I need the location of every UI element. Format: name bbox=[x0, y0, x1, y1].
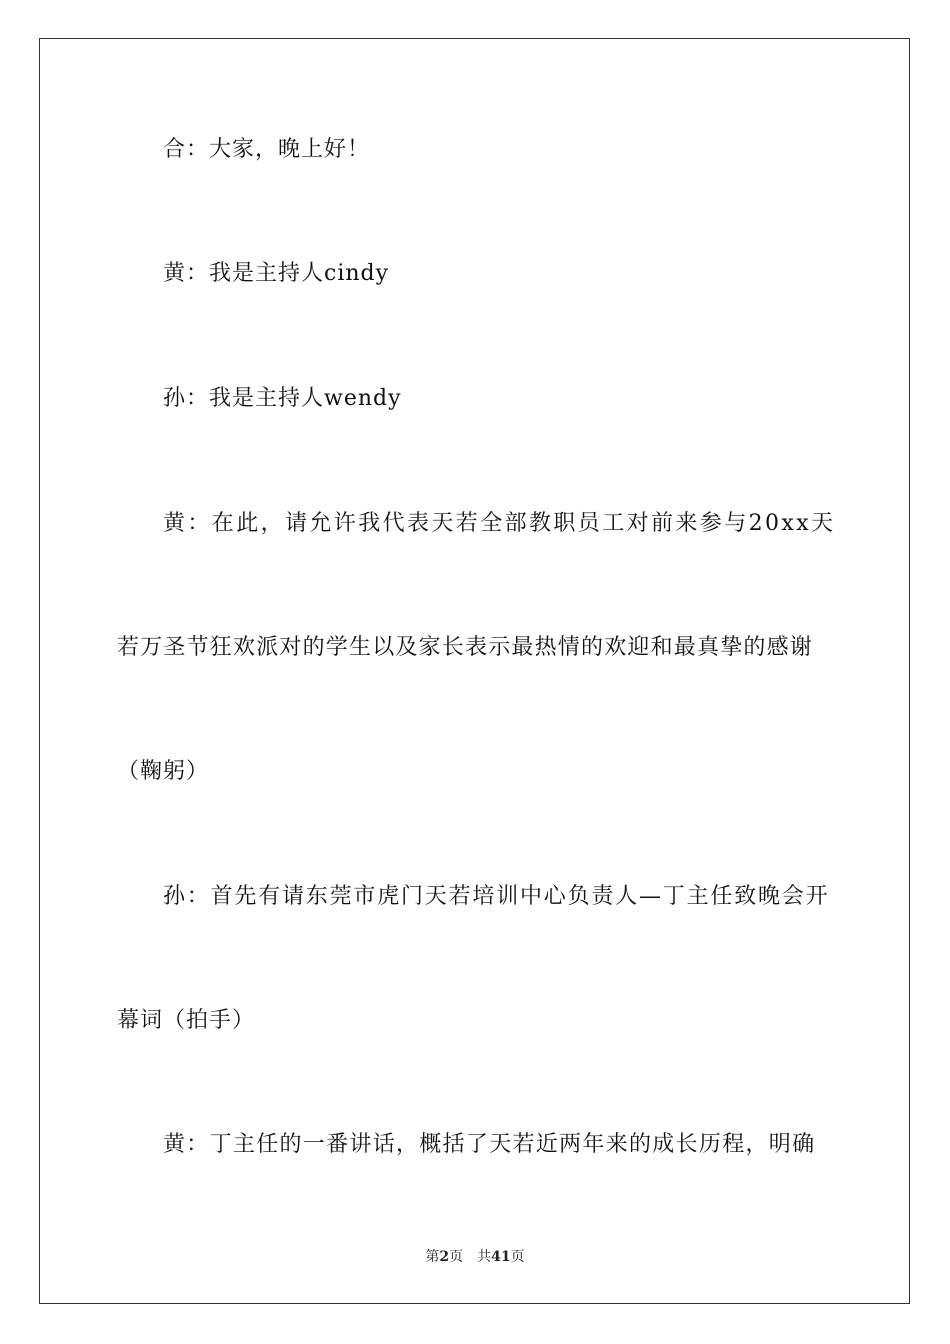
text-line-5: 若万圣节狂欢派对的学生以及家长表示最热情的欢迎和最真挚的感谢 bbox=[117, 635, 814, 660]
page-suffix: 页 bbox=[449, 1249, 464, 1265]
total-suffix: 页 bbox=[510, 1249, 525, 1265]
page-prefix: 第 bbox=[425, 1249, 440, 1265]
text-line-6: （鞠躬） bbox=[117, 759, 210, 784]
page-footer bbox=[0, 1248, 950, 1266]
total-prefix: 共 bbox=[477, 1249, 492, 1265]
page-border bbox=[39, 38, 910, 1304]
text-line-3: 孙：我是主持人wendy bbox=[163, 386, 402, 411]
text-line-8: 幕词（拍手） bbox=[117, 1008, 256, 1033]
text-line-9: 黄：丁主任的一番讲话，概括了天若近两年来的成长历程，明确 bbox=[163, 1132, 816, 1157]
text-line-7: 孙：首先有请东莞市虎门天若培训中心负责人—丁主任致晚会开 bbox=[163, 884, 830, 909]
page-number: 2 bbox=[439, 1249, 450, 1265]
text-line-2: 黄：我是主持人cindy bbox=[163, 261, 390, 286]
total-pages: 41 bbox=[491, 1249, 511, 1265]
text-line-4: 黄：在此，请允许我代表天若全部教职员工对前来参与20xx天 bbox=[163, 511, 836, 536]
text-line-1: 合：大家，晚上好！ bbox=[163, 137, 371, 162]
